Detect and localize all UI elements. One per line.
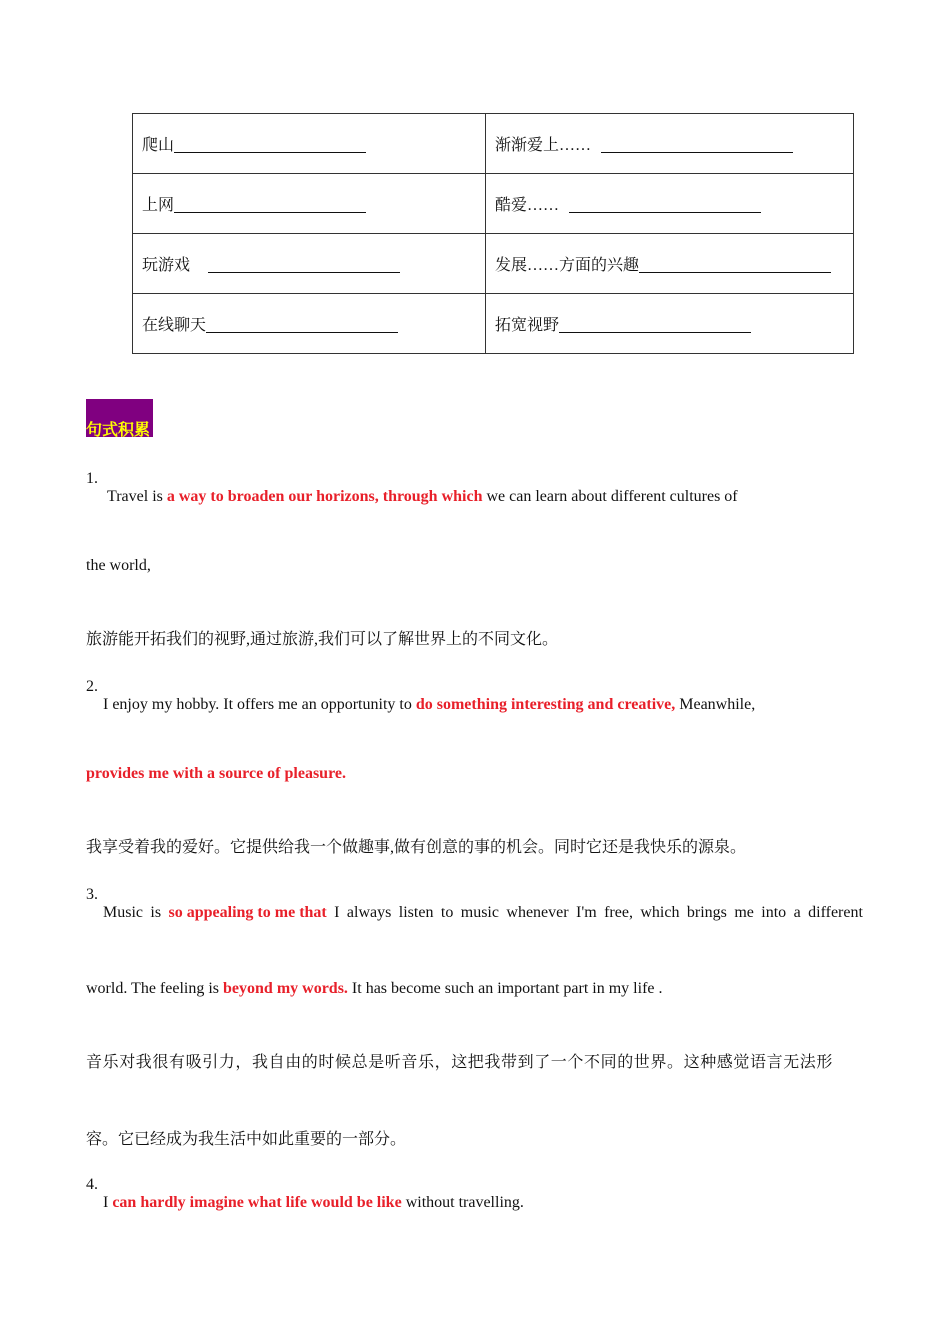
sentence-en: Travel is a way to broaden our horizons, through which we can learn about different cultures of [107, 488, 738, 505]
vocab-term: 发展……方面的兴趣 [495, 257, 640, 274]
vocab-cell [133, 114, 486, 174]
sentence-en: I enjoy my hobby. It offers me an opportunity to do something interesting and creative, Meanwhile, [103, 696, 756, 713]
vocab-term: 渐渐爱上…… [495, 137, 592, 154]
table-row [133, 294, 854, 354]
vocab-cell [486, 174, 854, 234]
table-row [133, 174, 854, 234]
vocab-cell [486, 294, 854, 354]
sentence-zh: 我享受着我的爱好。它提供给我一个做趣事,做有创意的事的机会。同时它还是我快乐的源泉。 [86, 839, 747, 856]
section-title: 句式积累 [86, 399, 153, 437]
highlight-phrase: provides me with a source of pleasure. [86, 765, 346, 782]
answer-blank [174, 196, 366, 213]
answer-blank [601, 136, 793, 153]
vocab-cell [133, 174, 486, 234]
vocab-cell [486, 234, 854, 294]
sentence-number: 3. [86, 886, 98, 903]
vocab-cell [486, 114, 854, 174]
vocab-term: 上网 [142, 197, 175, 214]
answer-blank [639, 256, 831, 273]
answer-blank [206, 316, 398, 333]
vocab-term: 玩游戏 [142, 257, 191, 274]
answer-blank [569, 196, 761, 213]
highlight-phrase: can hardly imagine what life would be like [112, 1194, 402, 1211]
highlight-phrase: beyond my words. [223, 980, 348, 997]
highlight-phrase: do something interesting and creative, [415, 696, 676, 713]
sentence-en-cont: world. The feeling is beyond my words. It has become such an important part in my life . [86, 980, 663, 997]
table-row [133, 234, 854, 294]
sentence-number: 4. [86, 1176, 98, 1193]
sentence-en-cont: the world, [86, 557, 151, 574]
vocab-term: 爬山 [142, 137, 175, 154]
sentence-en: Music is so appealing to me that I always listen to music whenever I'm free, which brings me into a different [103, 904, 863, 921]
table-row [133, 114, 854, 174]
sentence-zh-cont: 容。它已经成为我生活中如此重要的一部分。 [86, 1131, 407, 1148]
sentence-en: I can hardly imagine what life would be like without travelling. [103, 1194, 524, 1211]
answer-blank [208, 256, 400, 273]
sentence-zh: 音乐对我很有吸引力，我自由的时候总是听音乐，这把我带到了一个不同的世界。这种感觉语言无法形 [86, 1054, 834, 1071]
answer-blank [559, 316, 751, 333]
vocab-term: 酷爱…… [495, 197, 560, 214]
vocab-cell [133, 234, 486, 294]
sentence-number: 2. [86, 678, 98, 695]
answer-blank [174, 136, 366, 153]
vocabulary-table [132, 113, 854, 354]
sentence-zh: 旅游能开拓我们的视野,通过旅游,我们可以了解世界上的不同文化。 [86, 631, 559, 648]
vocab-term: 在线聊天 [142, 317, 207, 334]
highlight-phrase: a way to broaden our horizons, through which [166, 488, 483, 505]
highlight-phrase: so appealing to me that [168, 904, 327, 921]
vocab-cell [133, 294, 486, 354]
sentence-number: 1. [86, 470, 98, 487]
vocab-term: 拓宽视野 [495, 317, 560, 334]
